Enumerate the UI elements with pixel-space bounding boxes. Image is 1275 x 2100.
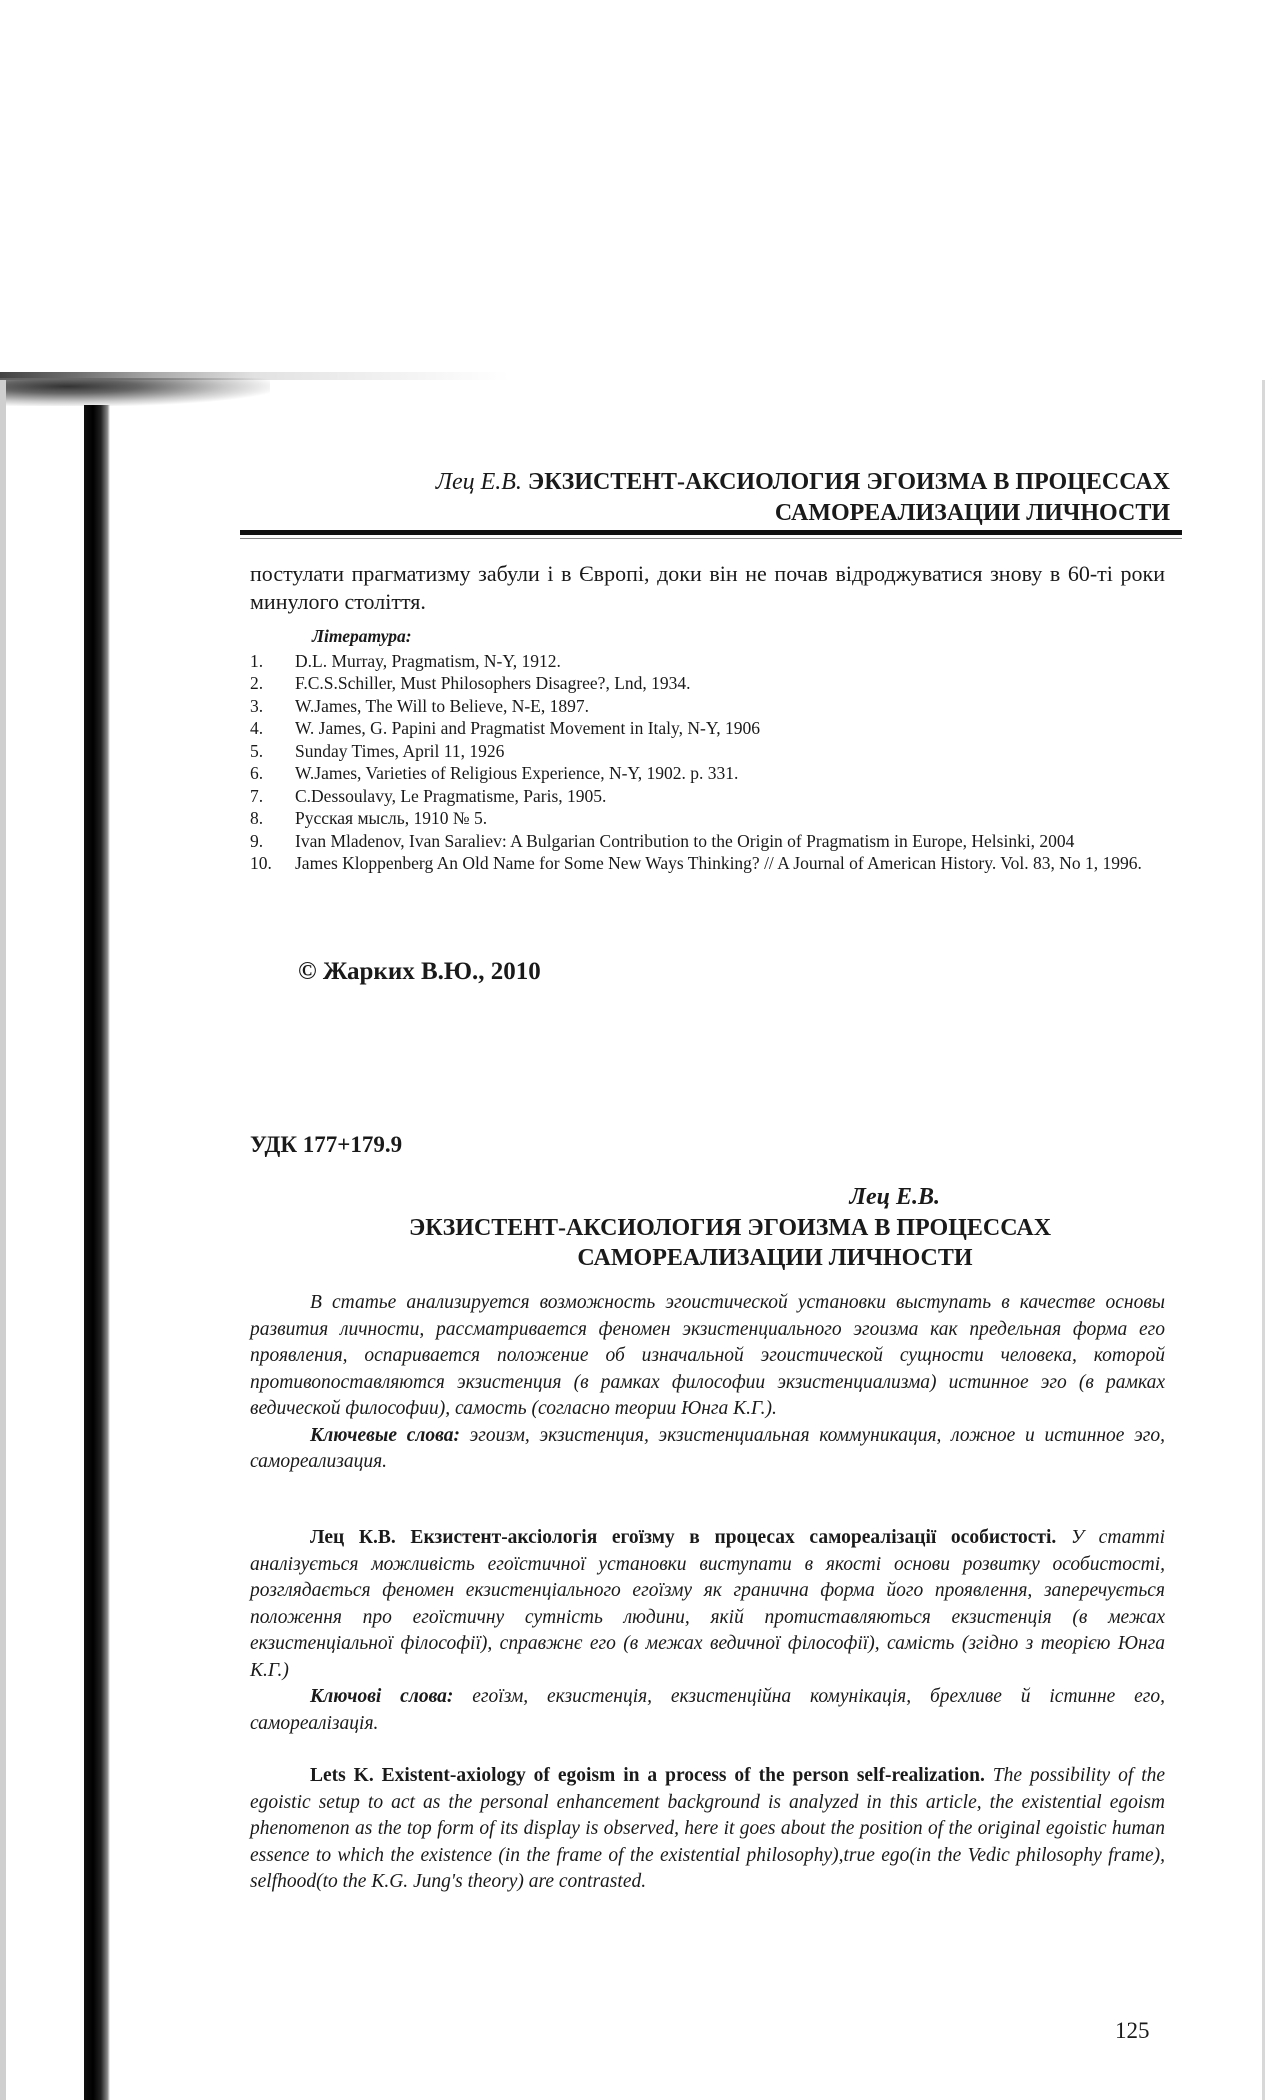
reference-number: 10. <box>250 853 272 873</box>
running-head-title-line1: ЭКЗИСТЕНТ-АКСИОЛОГИЯ ЭГОИЗМА В ПРОЦЕССАХ <box>527 469 1170 495</box>
keywords-ru: эгоизм, экзистенция, экзистенциальная коммуникация, ложное и истинное эго, самореализация. <box>250 1424 1165 1472</box>
reference-text: Sunday Times, April 11, 1926 <box>295 740 505 761</box>
reference-number: 2. <box>250 673 264 693</box>
keywords-label-ru: Ключевые слова: <box>310 1424 460 1446</box>
page-number: 125 <box>1115 2018 1150 2043</box>
abstract-english <box>250 1763 1165 1896</box>
reference-number: 9. <box>250 830 264 851</box>
references-heading: Література: <box>312 626 412 646</box>
abstract-en-heading: Lets K. Existent-axiology of egoism in a process of the person self-realization. <box>310 1765 985 1786</box>
reference-number: 8. <box>250 808 264 828</box>
reference-text: W.James, The Will to Believe, N-E, 1897. <box>295 695 589 716</box>
abstract-ru-text: В статье анализируется возможность эгоистической установки выступать в качестве основы развития личности, рассматривается феномен экзистенциального эгоизма как предельная форма его проявления, оспаривается положение об изначальной эгоистической сущности человека, которой противопоставляются экзистенция (в рамках философии экзистенциализма) истинное эго (в рамках ведической философии), самость (согласно теории Юнга К.Г.). <box>250 1292 1165 1419</box>
keywords-label-uk: Ключові слова: <box>310 1686 454 1707</box>
scan-spine-shadow <box>84 405 110 2100</box>
scan-right-edge <box>1262 380 1265 2100</box>
article-author: Лец Е.В. <box>849 1184 940 1210</box>
udk-code: УДК 177+179.9 <box>250 1132 403 1157</box>
abstract-uk-text: У статті аналізується можливість егоїстичної установки виступати в якості основи розвитку особистості, розглядається феномен екзистенціального егоїзму як гранична форма його проявлення, заперечується положення про егоїстичну сутність людини, якій протиставляються екзистенція (в межах екзистенціальної філософії), справжнє его (в межах ведичної філософії), самість (згідно з теорією Юнга К.Г.) <box>250 1527 1165 1681</box>
reference-number: 1. <box>250 650 264 671</box>
references-list <box>250 625 1165 875</box>
reference-text: D.L. Murray, Pragmatism, N-Y, 1912. <box>295 650 561 671</box>
reference-number: 6. <box>250 763 264 783</box>
reference-item <box>250 717 1165 740</box>
abstract-russian <box>250 1290 1165 1476</box>
header-rule-thin <box>240 538 1182 539</box>
reference-text: W.James, Varieties of Religious Experience, N-Y, 1902. p. 331. <box>295 763 739 783</box>
reference-item <box>250 650 1165 673</box>
reference-item <box>250 740 1165 763</box>
reference-item <box>250 672 1165 695</box>
reference-number: 3. <box>250 695 264 716</box>
reference-text: Русская мысль, 1910 № 5. <box>295 808 488 828</box>
article-title <box>250 1213 1165 1273</box>
running-head-title-line2: САМОРЕАЛИЗАЦИИ ЛИЧНОСТИ <box>774 500 1170 526</box>
reference-text: Ivan Mladenov, Ivan Saraliev: A Bulgarian Contribution to the Origin of Pragmatism in Europe, Helsinki, 2004 <box>295 830 1075 851</box>
article-title-line2: САМОРЕАЛИЗАЦИИ ЛИЧНОСТИ <box>577 1245 973 1271</box>
continuation-paragraph: постулати прагматизму забули і в Європі, доки він не почав відроджуватися знову в 60-ті роки минулого століття. <box>250 561 1165 614</box>
reference-item <box>250 762 1165 785</box>
reference-item <box>250 807 1165 830</box>
reference-text: James Kloppenberg An Old Name for Some New Ways Thinking? // A Journal of American History. Vol. 83, No 1, 1996. <box>295 853 1142 873</box>
reference-text: F.C.S.Schiller, Must Philosophers Disagree?, Lnd, 1934. <box>295 673 691 693</box>
abstract-en-text: The possibility of the egoistic setup to act as the personal enhancement background is analyzed in this article, the existential egoism phenomenon as the top form of its display is observed, here it goes about the position of the original egoistic human essence to which the existence (in the frame of the existential philosophy),true ego(in the Vedic philosophy frame), selfhood(to the K.G. Jung's theory) are contrasted. <box>250 1765 1166 1892</box>
reference-item <box>250 830 1165 853</box>
reference-number: 5. <box>250 740 264 761</box>
abstract-uk-heading: Лец К.В. Екзистент-аксіологія егоїзму в процесах самореалізації особистості. <box>310 1527 1057 1548</box>
reference-number: 7. <box>250 785 264 806</box>
copyright-notice: © Жарких В.Ю., 2010 <box>298 958 541 985</box>
reference-item <box>250 785 1165 808</box>
running-head <box>240 467 1170 529</box>
reference-item <box>250 695 1165 718</box>
running-head-author: Лец Е.В. <box>435 469 522 495</box>
article-title-line1: ЭКЗИСТЕНТ-АКСИОЛОГИЯ ЭГОИЗМА В ПРОЦЕССАХ <box>408 1215 1052 1241</box>
reference-item <box>250 852 1165 875</box>
scan-smudge <box>0 378 270 406</box>
reference-number: 4. <box>250 718 264 738</box>
header-rule <box>240 530 1182 535</box>
reference-text: W. James, G. Papini and Pragmatist Movement in Italy, N-Y, 1906 <box>295 718 760 738</box>
reference-text: C.Dessoulavy, Le Pragmatisme, Paris, 1905. <box>295 785 607 806</box>
scan-left-edge <box>0 380 6 2100</box>
abstract-ukrainian <box>250 1525 1165 1737</box>
keywords-uk: егоїзм, екзистенція, екзистенційна комунікація, брехливе й істинне его, самореалізація. <box>250 1686 1166 1734</box>
